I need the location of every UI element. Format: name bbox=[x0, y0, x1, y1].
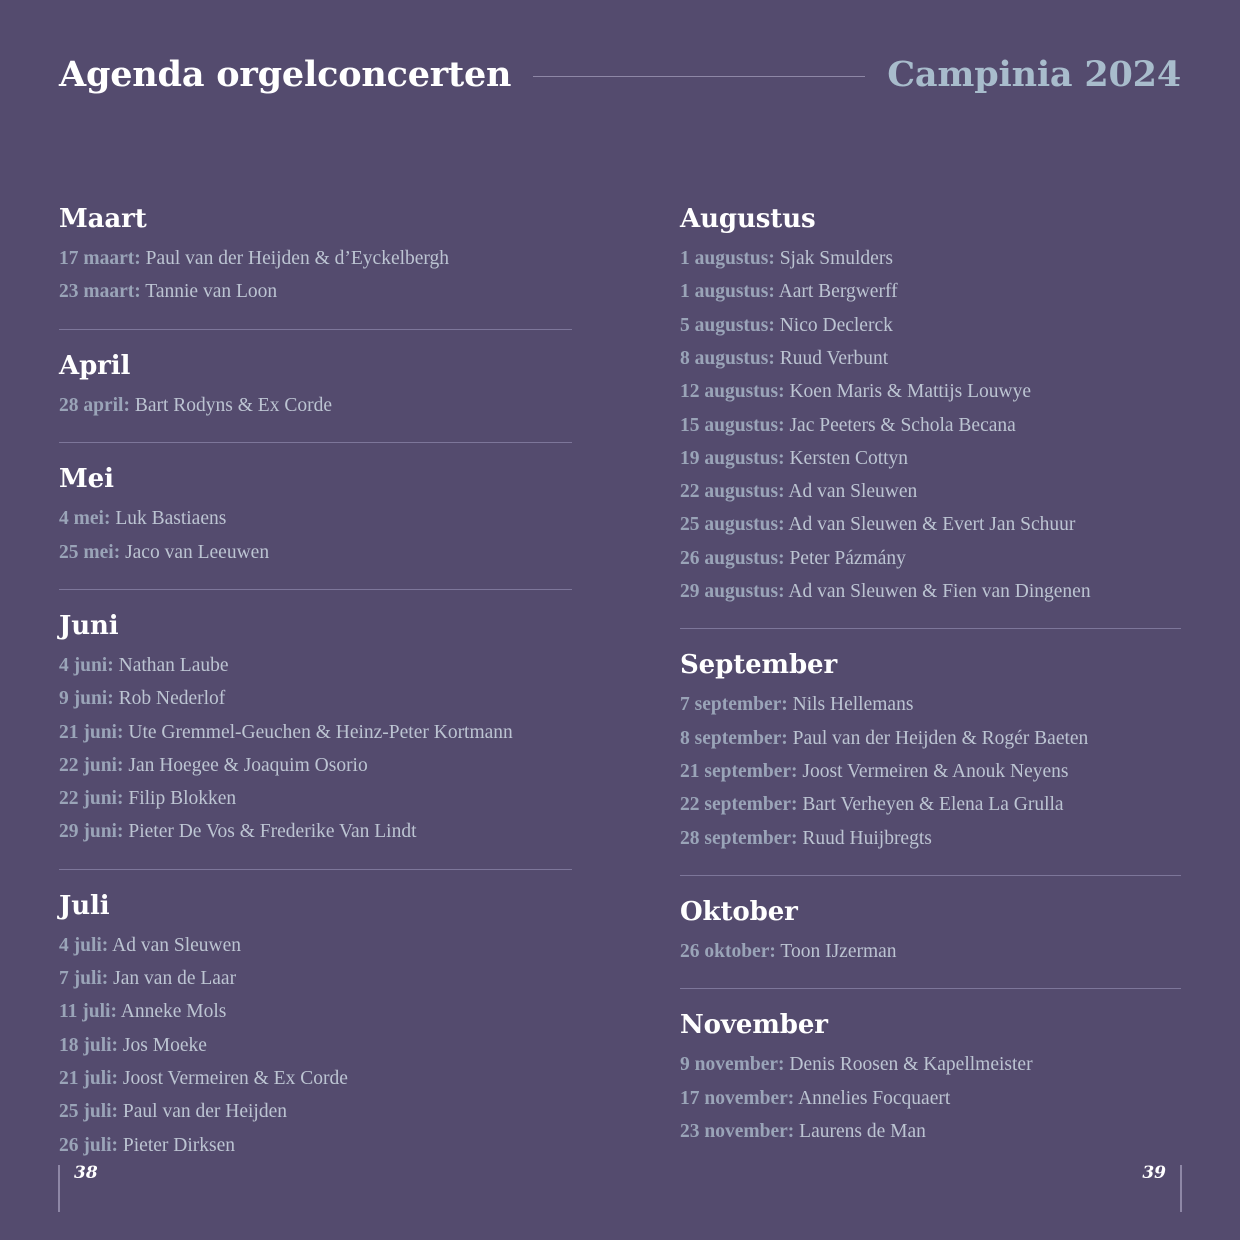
footer-rule-right bbox=[1180, 1165, 1182, 1212]
concert-row bbox=[59, 749, 572, 782]
concert-date: 17 november: bbox=[680, 1087, 795, 1109]
concert-date: 25 mei: bbox=[59, 541, 121, 563]
concert-performer: Ad van Sleuwen & Evert Jan Schuur bbox=[788, 514, 1076, 536]
concert-row bbox=[680, 342, 1181, 375]
concert-row bbox=[59, 682, 572, 715]
concert-date: 28 april: bbox=[59, 394, 130, 416]
concert-date: 4 mei: bbox=[59, 508, 111, 530]
concert-row bbox=[59, 242, 572, 275]
concert-row bbox=[680, 935, 1181, 968]
concert-row bbox=[59, 995, 572, 1028]
concert-row bbox=[680, 755, 1181, 788]
concert-date: 19 augustus: bbox=[680, 447, 785, 469]
concert-row bbox=[59, 1029, 572, 1062]
concert-performer: Nico Declerck bbox=[779, 314, 893, 336]
concert-date: 12 augustus: bbox=[680, 381, 785, 403]
concert-performer: Jan van de Laar bbox=[113, 968, 237, 990]
footer-rule-left bbox=[58, 1165, 60, 1212]
concert-performer: Ad van Sleuwen bbox=[112, 934, 242, 956]
concert-performer: Ute Gremmel-Geuchen & Heinz-Peter Kortmann bbox=[128, 721, 513, 743]
concert-performer: Joost Vermeiren & Anouk Neyens bbox=[802, 761, 1069, 783]
concert-date: 1 augustus: bbox=[680, 281, 775, 303]
month-block bbox=[59, 892, 572, 1162]
concert-date: 26 oktober: bbox=[680, 941, 776, 963]
edition-label: Campinia 2024 bbox=[887, 53, 1181, 95]
footer-left bbox=[58, 1137, 98, 1240]
concert-performer: Filip Blokken bbox=[128, 788, 237, 810]
concert-row bbox=[680, 542, 1181, 575]
month-divider bbox=[680, 988, 1181, 989]
concert-row bbox=[680, 788, 1181, 821]
concert-row bbox=[680, 822, 1181, 855]
concert-row bbox=[680, 1082, 1181, 1115]
month-divider bbox=[680, 628, 1181, 629]
concert-performer: Jan Hoegee & Joaquim Osorio bbox=[128, 754, 368, 776]
concert-performer: Toon IJzerman bbox=[780, 941, 897, 963]
concert-date: 4 juni: bbox=[59, 654, 114, 676]
concert-date: 22 juni: bbox=[59, 788, 124, 810]
concert-row bbox=[59, 1129, 572, 1162]
month-heading: Juli bbox=[59, 890, 110, 921]
concert-row bbox=[680, 1115, 1181, 1148]
month-divider bbox=[59, 442, 572, 443]
concert-row bbox=[680, 1048, 1181, 1081]
concert-date: 22 augustus: bbox=[680, 481, 785, 503]
concert-performer: Kersten Cottyn bbox=[789, 447, 909, 469]
concert-date: 15 augustus: bbox=[680, 414, 785, 436]
concert-performer: Bart Rodyns & Ex Corde bbox=[134, 394, 332, 416]
concert-performer: Aart Bergwerff bbox=[778, 281, 898, 303]
concert-date: 22 juni: bbox=[59, 754, 124, 776]
month-block bbox=[59, 205, 572, 330]
concert-performer: Anneke Mols bbox=[120, 1001, 227, 1023]
concert-date: 25 juli: bbox=[59, 1101, 119, 1123]
concert-performer: Jos Moeke bbox=[122, 1034, 207, 1056]
month-heading: Mei bbox=[59, 464, 114, 495]
page-number-right: 39 bbox=[1142, 1163, 1166, 1183]
concert-performer: Nils Hellemans bbox=[792, 694, 914, 716]
concert-performer: Ad van Sleuwen & Fien van Dingenen bbox=[788, 581, 1091, 603]
month-divider bbox=[59, 329, 572, 330]
month-heading: Augustus bbox=[680, 204, 816, 234]
concert-date: 11 juli: bbox=[59, 1001, 117, 1023]
month-heading: November bbox=[680, 1010, 828, 1041]
concert-date: 5 augustus: bbox=[680, 314, 775, 336]
concert-row bbox=[59, 649, 572, 682]
concert-performer: Ad van Sleuwen bbox=[788, 481, 918, 503]
concert-performer: Laurens de Man bbox=[799, 1121, 926, 1143]
concert-row bbox=[680, 722, 1181, 755]
concert-row bbox=[59, 782, 572, 815]
concert-row bbox=[680, 275, 1181, 308]
concert-date: 9 november: bbox=[680, 1054, 785, 1076]
concert-date: 7 september: bbox=[680, 694, 788, 716]
concert-performer: Paul van der Heijden & d’Eyckelbergh bbox=[145, 248, 450, 270]
concert-row bbox=[59, 962, 572, 995]
month-heading: Oktober bbox=[680, 896, 798, 927]
concert-performer: Bart Verheyen & Elena La Grulla bbox=[802, 794, 1064, 816]
concert-row bbox=[680, 475, 1181, 508]
concert-date: 18 juli: bbox=[59, 1034, 119, 1056]
agenda-columns bbox=[59, 205, 1181, 1162]
page-header bbox=[59, 44, 1181, 104]
footer-right bbox=[1142, 1137, 1182, 1240]
month-divider bbox=[59, 589, 572, 590]
concert-performer: Rob Nederlof bbox=[118, 688, 226, 710]
agenda-column-left bbox=[59, 205, 572, 1162]
concert-row bbox=[680, 688, 1181, 721]
concert-row bbox=[680, 375, 1181, 408]
month-heading: April bbox=[59, 350, 131, 381]
concert-row bbox=[680, 508, 1181, 541]
concert-row bbox=[59, 1095, 572, 1128]
concert-date: 1 augustus: bbox=[680, 248, 775, 270]
concert-date: 25 augustus: bbox=[680, 514, 785, 536]
month-block bbox=[59, 612, 572, 870]
concert-performer: Annelies Focquaert bbox=[798, 1087, 951, 1109]
concert-date: 21 juli: bbox=[59, 1068, 119, 1089]
concert-date: 28 september: bbox=[680, 827, 798, 849]
month-block bbox=[680, 898, 1181, 989]
concert-date: 21 september: bbox=[680, 761, 798, 783]
concert-row bbox=[59, 536, 572, 569]
concert-row bbox=[59, 275, 572, 308]
month-divider bbox=[680, 875, 1181, 876]
concert-performer: Ruud Verbunt bbox=[779, 348, 889, 369]
concert-performer: Peter Pázmány bbox=[789, 547, 906, 569]
month-heading: Maart bbox=[59, 204, 147, 234]
concert-date: 29 augustus: bbox=[680, 581, 785, 603]
concert-performer: Denis Roosen & Kapellmeister bbox=[789, 1054, 1033, 1076]
concert-date: 7 juli: bbox=[59, 968, 109, 990]
concert-date: 17 maart: bbox=[59, 248, 141, 270]
concert-performer: Koen Maris & Mattijs Louwye bbox=[789, 381, 1032, 403]
month-block bbox=[59, 465, 572, 590]
concert-row bbox=[59, 1062, 572, 1095]
concert-date: 4 juli: bbox=[59, 934, 109, 956]
concert-row bbox=[59, 716, 572, 749]
concert-performer: Pieter De Vos & Frederike Van Lindt bbox=[128, 821, 417, 843]
concert-performer: Nathan Laube bbox=[118, 654, 229, 676]
concert-performer: Paul van der Heijden & Rogér Baeten bbox=[792, 727, 1089, 749]
concert-performer: Paul van der Heijden bbox=[122, 1101, 287, 1123]
header-divider-rule bbox=[533, 76, 865, 77]
concert-performer: Joost Vermeiren & Ex Corde bbox=[122, 1068, 348, 1089]
concert-date: 9 juni: bbox=[59, 688, 114, 710]
month-heading: Juni bbox=[59, 610, 119, 641]
month-divider bbox=[59, 869, 572, 870]
month-block bbox=[680, 651, 1181, 876]
concert-performer: Jaco van Leeuwen bbox=[125, 541, 270, 563]
concert-row bbox=[680, 309, 1181, 342]
concert-row bbox=[59, 929, 572, 962]
concert-row bbox=[59, 389, 572, 422]
concert-row bbox=[680, 242, 1181, 275]
concert-performer: Luk Bastiaens bbox=[115, 508, 227, 530]
concert-date: 26 juli: bbox=[59, 1134, 119, 1156]
concert-date: 22 september: bbox=[680, 794, 798, 816]
month-heading: September bbox=[680, 650, 838, 681]
concert-performer: Tannie van Loon bbox=[145, 281, 278, 303]
concert-date: 26 augustus: bbox=[680, 547, 785, 569]
concert-date: 29 juni: bbox=[59, 821, 124, 843]
concert-row bbox=[680, 442, 1181, 475]
page-title: Agenda orgelconcerten bbox=[59, 53, 512, 95]
month-block bbox=[680, 1011, 1181, 1148]
month-block bbox=[680, 205, 1181, 629]
concert-date: 8 augustus: bbox=[680, 348, 775, 369]
concert-date: 23 maart: bbox=[59, 281, 141, 303]
concert-performer: Pieter Dirksen bbox=[122, 1134, 236, 1156]
agenda-column-right bbox=[680, 205, 1181, 1162]
concert-row bbox=[680, 575, 1181, 608]
concert-row bbox=[680, 409, 1181, 442]
concert-performer: Jac Peeters & Schola Becana bbox=[789, 414, 1016, 436]
concert-row bbox=[59, 502, 572, 535]
concert-date: 23 november: bbox=[680, 1121, 795, 1143]
concert-performer: Ruud Huijbregts bbox=[802, 827, 932, 849]
month-block bbox=[59, 352, 572, 443]
concert-date: 8 september: bbox=[680, 727, 788, 749]
concert-performer: Sjak Smulders bbox=[779, 248, 893, 270]
concert-date: 21 juni: bbox=[59, 721, 124, 743]
page-number-left: 38 bbox=[74, 1163, 98, 1183]
concert-row bbox=[59, 815, 572, 848]
